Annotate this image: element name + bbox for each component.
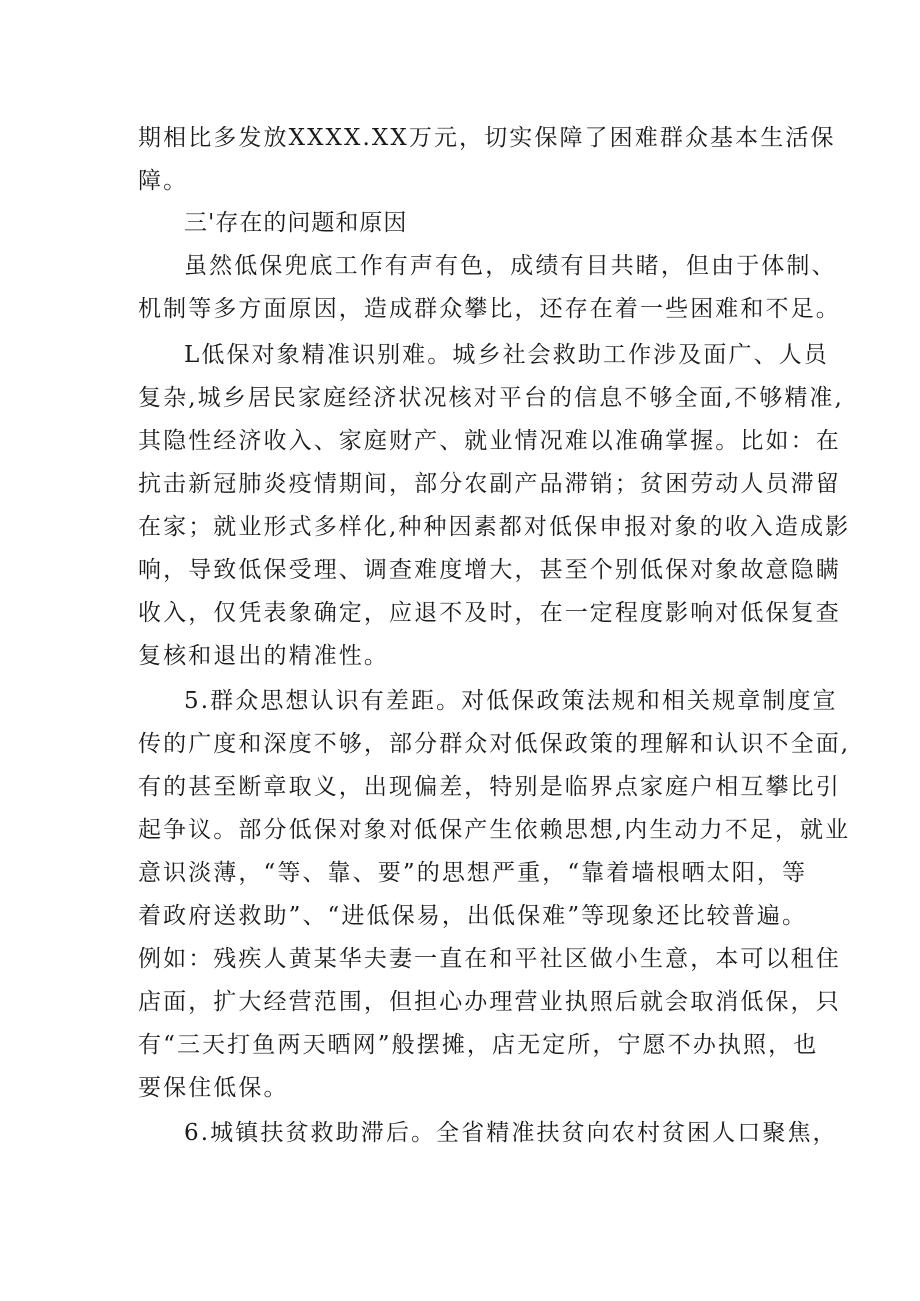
paragraph-line: 期相比多发放XXXX.XX万元，切实保障了困难群众基本生活保 xyxy=(138,125,836,151)
paragraph-line: 收入，仅凭表象确定，应退不及时，在一定程度影响对低保复查 xyxy=(138,600,841,626)
paragraph-line: 5.群众思想认识有差距。对低保政策法规和相关规章制度宣 xyxy=(184,688,838,714)
paragraph-line: 意识淡薄，“等、靠、要”的思想严重，“靠着墙根晒太阳，等 xyxy=(138,860,808,886)
paragraph-line: 机制等多方面原因，造成群众攀比，还存在着一些困难和不足。 xyxy=(138,296,841,322)
paragraph-line: 有的甚至断章取义，出现偏差，特别是临界点家庭户相互攀比引 xyxy=(138,774,841,800)
paragraph-line: 虽然低保兜底工作有声有色，成绩有目共睹，但由于体制、 xyxy=(184,253,837,279)
paragraph-line: 有“三天打鱼两天晒网”般摆摊，店无定所，宁愿不办执照，也 xyxy=(138,1032,819,1058)
paragraph-line: 起争议。部分低保对象对低保产生依赖思想,内生动力不足，就业 xyxy=(138,817,851,843)
paragraph-line: 抗击新冠肺炎疫情期间，部分农副产品滞销；贫困劳动人员滞留 xyxy=(138,471,841,497)
paragraph-line: 着政府送救助”、“进低保易，出低保难”等现象还比较普遍。 xyxy=(138,903,808,929)
paragraph-line: 复核和退出的精准性。 xyxy=(138,643,389,669)
paragraph-line: 传的广度和深度不够，部分群众对低保政策的理解和认识不全面, xyxy=(138,731,851,757)
paragraph-line: L低保对象精准识别难。城乡社会救助工作涉及面广、人员 xyxy=(184,342,829,368)
paragraph-line: 响，导致低保受理、调查难度增大，甚至个别低保对象故意隐瞒 xyxy=(138,557,841,583)
paragraph-line: 6.城镇扶贫救助滞后。全省精准扶贫向农村贫困人口聚焦， xyxy=(184,1120,838,1146)
section-heading: 三'存在的问题和原因 xyxy=(184,210,408,236)
paragraph-line: 店面，扩大经营范围，但担心办理营业执照后就会取消低保，只 xyxy=(138,989,841,1015)
paragraph-line: 其隐性经济收入、家庭财产、就业情况难以准确掌握。比如：在 xyxy=(138,428,841,454)
paragraph-line: 要保住低保。 xyxy=(138,1075,289,1101)
paragraph-line: 复杂,城乡居民家庭经济状况核对平台的信息不够全面,不够精准, xyxy=(138,385,844,411)
paragraph-line: 例如：残疾人黄某华夫妻一直在和平社区做小生意，本可以租住 xyxy=(138,946,841,972)
paragraph-line: 障。 xyxy=(138,168,189,194)
paragraph-line: 在家；就业形式多样化,种种因素都对低保申报对象的收入造成影 xyxy=(138,514,851,540)
